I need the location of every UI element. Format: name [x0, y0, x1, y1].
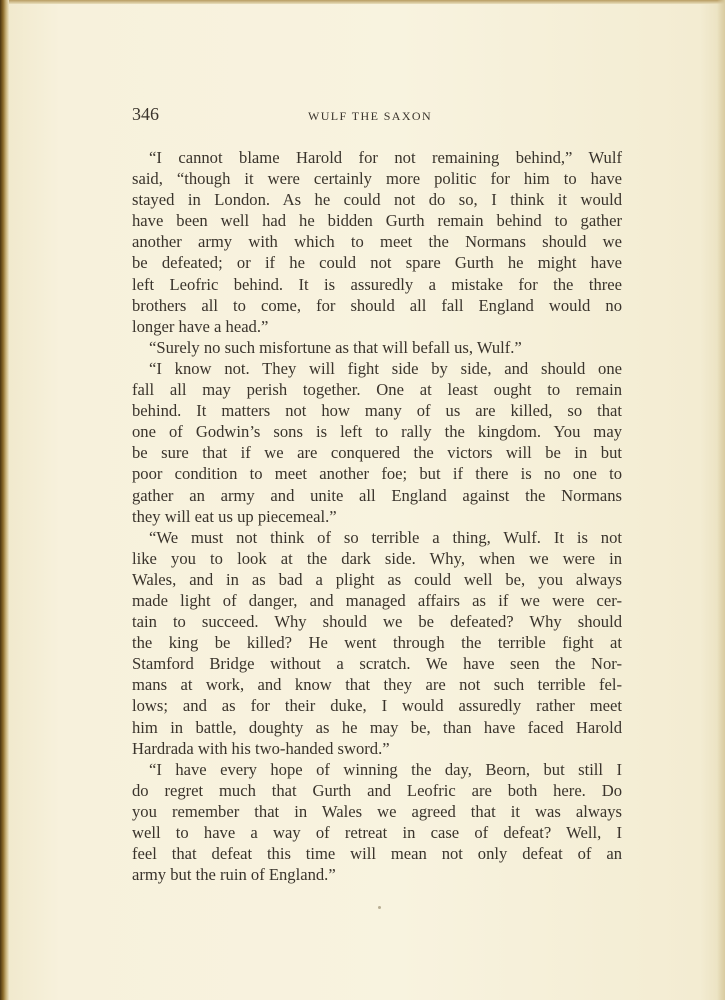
text-line: “I cannot blame Harold for not remaining behind,” Wulf [149, 148, 622, 167]
text-line: “We must not think of so terrible a thing, Wulf. It is not [149, 527, 622, 547]
text-line: lows; and as for their duke, I would assuredly rather meet [132, 696, 622, 716]
text-line: stayed in London. As he could not do so, I think it would [132, 190, 622, 210]
text-line: “I know not. They will fight side by side, and should one [149, 358, 622, 378]
text-line: made light of danger, and managed affairs as if we were cer- [132, 590, 622, 610]
text-line: “I have every hope of winning the day, Beorn, but still I [149, 759, 622, 779]
text-line: mans at work, and know that they are not such terrible fel- [132, 675, 622, 695]
text-line: one of Godwin’s sons is left to rally the kingdom. You may [132, 422, 622, 442]
text-line: do regret much that Gurth and Leofric are both here. Do [132, 780, 622, 800]
text-line: like you to look at the dark side. Why, when we were in [132, 548, 622, 568]
text-line: behind. It matters not how many of us are killed, so that [132, 401, 622, 421]
text-line: the king be killed? He went through the terrible fight at [132, 633, 622, 653]
text-line: longer have a head.” [132, 316, 269, 336]
text-line: be defeated; or if he could not spare Gurth he might have [132, 253, 622, 273]
text-line: you remember that in Wales we agreed that it was always [132, 801, 622, 821]
text-line: army but the ruin of England.” [132, 865, 336, 885]
text-line: another army with which to meet the Normans should we [132, 232, 622, 252]
text-line: Hardrada with his two-handed sword.” [132, 738, 390, 758]
text-line: tain to succeed. Why should we be defeated? Why should [132, 612, 622, 632]
paper-speck [378, 906, 381, 909]
running-header [132, 100, 622, 130]
text-line: Stamford Bridge without a scratch. We have seen the Nor- [132, 654, 622, 674]
text-line: be sure that if we are conquered the victors will be in but [132, 443, 622, 463]
text-line: brothers all to come, for should all fall England would no [132, 295, 622, 315]
text-line: poor condition to meet another foe; but if there is no one to [132, 464, 622, 484]
text-line: fall all may perish together. One at least ought to remain [132, 380, 622, 400]
text-line: they will eat us up piecemeal.” [132, 506, 337, 526]
text-line: left Leofric behind. It is assuredly a mistake for the three [132, 274, 622, 294]
text-line: gather an army and unite all England against the Normans [132, 485, 622, 505]
page-number: 346 [132, 104, 159, 124]
text-line: feel that defeat this time will mean not only defeat of an [132, 844, 622, 864]
text-line: “Surely no such misfortune as that will befall us, Wulf.” [149, 337, 522, 357]
text-line: Wales, and in as bad a plight as could well be, you always [132, 569, 622, 589]
running-title: WULF THE SAXON [308, 109, 433, 123]
body-text [132, 147, 622, 885]
text-line: well to have a way of retreat in case of defeat? Well, I [132, 823, 622, 842]
page-right-edge [717, 0, 725, 1000]
text-line: have been well had he bidden Gurth remain behind to gather [132, 211, 622, 231]
text-line: said, “though it were certainly more politic for him to have [132, 169, 622, 189]
text-line: him in battle, doughty as he may be, than have faced Harold [132, 717, 622, 737]
book-spine-edge [0, 0, 9, 1000]
page-top-edge [9, 0, 725, 4]
